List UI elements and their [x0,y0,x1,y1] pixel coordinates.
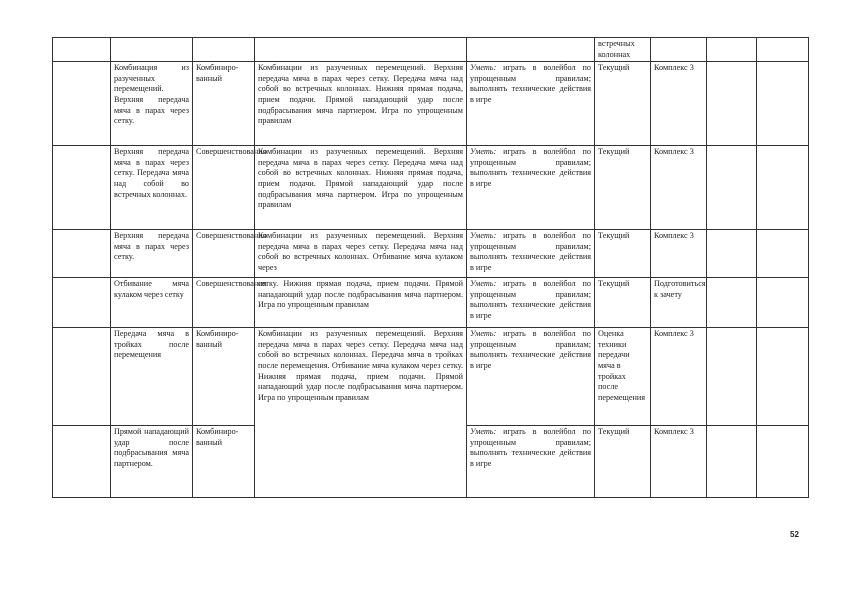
cell-skills [467,230,595,278]
skill-text: играть в волейбол по упрощенным правилам; выполнять технические действия в игре [470,329,591,370]
cell-plan-date [707,278,757,328]
cell-content: Комбинации из разученных перемещений. Верхняя передача мяча в парах через сетку. Передача мяча над собой во встречных колоннах. Отбивание мяча кулаком через [255,230,467,278]
cell-control: Текущий [595,146,651,230]
cell-number [53,426,111,498]
cell-plan-date [707,38,757,62]
cell-lesson-type: Комбиниро-ванный [193,62,255,146]
cell-topic: Отбивание мяча кулаком через сетку [111,278,193,328]
cell-homework [651,38,707,62]
cell-homework: Комплекс 3 [651,328,707,426]
cell-control: Текущий [595,426,651,498]
skill-text: играть в волейбол по упрощенным правилам; выполнять технические действия в игре [470,427,591,468]
table-row-continued [53,38,809,62]
cell-plan-date [707,146,757,230]
table-row [53,146,809,230]
cell-lesson-type: Совершенствования [193,146,255,230]
cell-skills [467,328,595,426]
cell-fact-date [757,328,809,426]
table-row [53,230,809,278]
cell-homework: Комплекс 3 [651,62,707,146]
cell-content: сетку. Нижняя прямая подача, прием подачи. Прямой нападающий удар после подбрасывания мяча партнером. Игра по упрощенным правилам [255,278,467,328]
cell-lesson-type: Совершенствования [193,230,255,278]
cell-control: Текущий [595,278,651,328]
lesson-plan-table [52,37,809,498]
cell-number [53,62,111,146]
cell-control: встречных колоннах [595,38,651,62]
cell-control: Текущий [595,62,651,146]
skill-label: Уметь: [470,147,497,157]
skill-label: Уметь: [470,63,497,73]
cell-content: Комбинации из разученных перемещений. Верхняя передача мяча в парах через сетку. Передача мяча над собой во встречных колоннах. Нижняя прямая подача, прием подачи. Прямой нападающий удар после подбрасывания мяча партнером. Игра по упрощенным правилам [255,62,467,146]
cell-plan-date [707,230,757,278]
cell-number [53,38,111,62]
cell-skills [467,38,595,62]
cell-fact-date [757,278,809,328]
cell-topic: Верхняя передача мяча в парах через сетку. [111,230,193,278]
cell-plan-date [707,328,757,426]
cell-homework: Комплекс 3 [651,426,707,498]
table-row [53,328,809,426]
skill-label: Уметь: [470,329,497,339]
skill-text: играть в волейбол по упрощенным правилам; выполнять технические действия в игре [470,231,591,272]
cell-plan-date [707,62,757,146]
skill-text: играть в волейбол по упрощенным правилам; выполнять технические действия в игре [470,279,591,320]
cell-homework: Комплекс 3 [651,230,707,278]
skill-text: играть в волейбол по упрощенным правилам; выполнять технические действия в игре [470,63,591,104]
cell-number [53,146,111,230]
cell-control: Текущий [595,230,651,278]
cell-fact-date [757,38,809,62]
cell-skills [467,426,595,498]
cell-fact-date [757,230,809,278]
cell-skills [467,62,595,146]
cell-topic: Комбинация из разученных перемещений. Верхняя передача мяча в парах через сетку. [111,62,193,146]
cell-control: Оценка техники передачи мяча в тройках после перемещения [595,328,651,426]
table-row [53,278,809,328]
cell-lesson-type: Совершенствования [193,278,255,328]
skill-label: Уметь: [470,231,497,241]
cell-fact-date [757,146,809,230]
cell-content: Комбинации из разученных перемещений. Верхняя передача мяча в парах через сетку. Передача мяча над собой во встречных колоннах. Нижняя прямая подача, прием подачи. Прямой нападающий удар после подбрасывания мяча партнером. Игра по упрощенным правилам [255,146,467,230]
cell-topic: Передача мяча в тройках после перемещения [111,328,193,426]
page-number: 52 [790,530,799,539]
cell-topic: Прямой нападающий удар после подбрасывания мяча партнером. [111,426,193,498]
cell-plan-date [707,426,757,498]
cell-skills [467,146,595,230]
cell-number [53,278,111,328]
cell-lesson-type [193,38,255,62]
cell-topic: Верхняя передача мяча в парах через сетку. Передача мяча над собой во встречных колоннах. [111,146,193,230]
skill-label: Уметь: [470,279,497,289]
cell-lesson-type: Комбиниро-ванный [193,426,255,498]
cell-fact-date [757,62,809,146]
cell-topic [111,38,193,62]
table-row [53,62,809,146]
cell-content [255,38,467,62]
cell-number [53,328,111,426]
cell-content: Комбинации из разученных перемещений. Верхняя передача мяча в парах через сетку. Передача мяча над собой во встречных колоннах. Передача мяча в тройках после перемещения. Отбивание мяча кулаком через сетку. Нижняя прямая подача, прием подачи. Прямой нападающий удар после подбрасывания мяча партнером. Игра по упрощенным правилам [255,328,467,498]
cell-number [53,230,111,278]
cell-lesson-type: Комбиниро-ванный [193,328,255,426]
cell-homework: Подготовиться к зачету [651,278,707,328]
cell-homework: Комплекс 3 [651,146,707,230]
skill-label: Уметь: [470,427,497,437]
cell-fact-date [757,426,809,498]
cell-skills [467,278,595,328]
skill-text: играть в волейбол по упрощенным правилам; выполнять технические действия в игре [470,147,591,188]
